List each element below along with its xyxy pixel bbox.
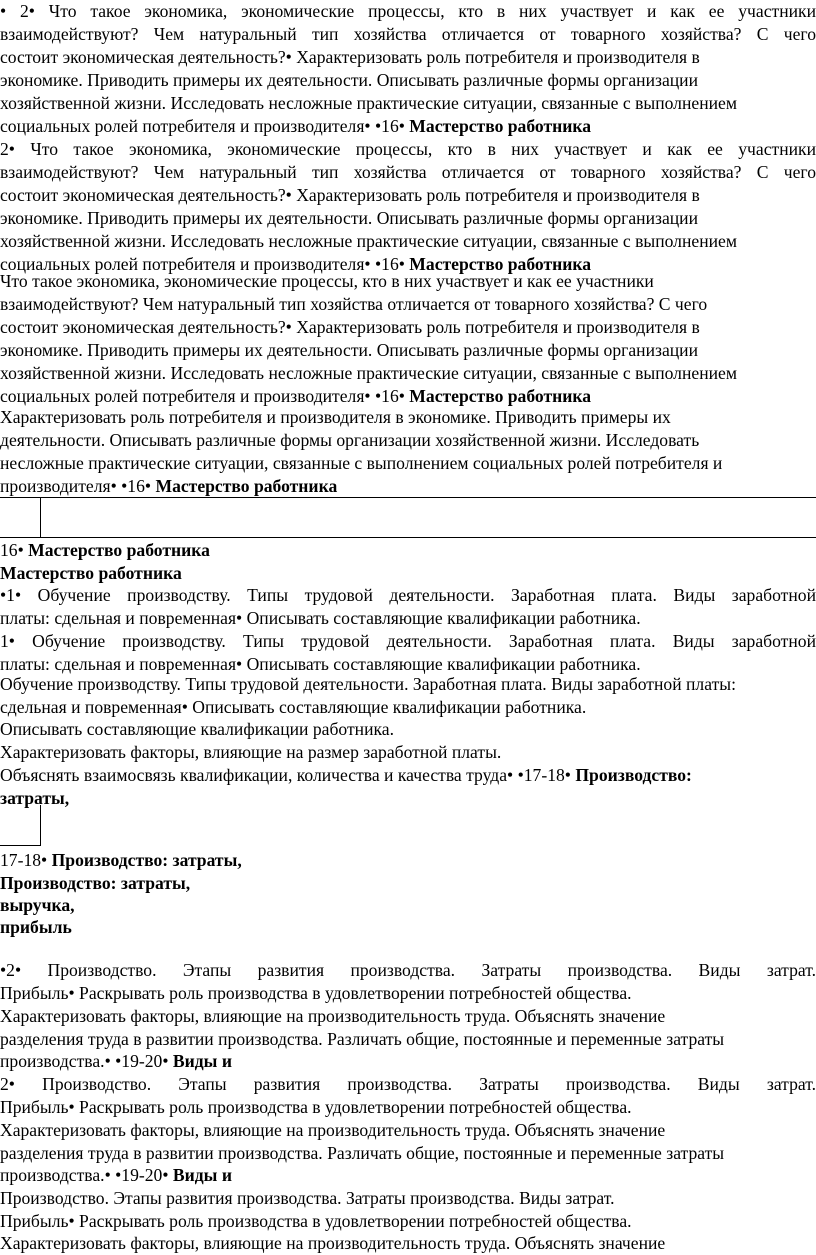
text-line: хозяйственной жизни. Исследовать несложные практические ситуации, связанные с выполнением (0, 93, 737, 113)
text-line: затраты, (0, 788, 70, 808)
text-line: состоит экономическая деятельность?• Характеризовать роль потребителя и производителя в (0, 185, 700, 205)
text-line: производства.• •19-20• Виды и (0, 1165, 232, 1185)
text-line: платы: сдельная и повременная• Описывать составляющие квалификации работника. (0, 608, 641, 628)
text-line: Прибыль• Раскрывать роль производства в удовлетворении потребностей общества. (0, 1097, 632, 1117)
text-line: •1• Обучение производству. Типы трудовой деятельности. Заработная плата. Виды заработной (0, 585, 816, 605)
text-line: состоит экономическая деятельность?• Характеризовать роль потребителя и производителя в (0, 47, 700, 67)
text-line: экономике. Приводить примеры их деятельности. Описывать различные формы организации (0, 340, 699, 360)
text-line: Что такое экономика, экономические процессы, кто в них участвует и как ее участники (0, 271, 654, 291)
text-line: платы: сдельная и повременная• Описывать составляющие квалификации работника. (0, 654, 641, 674)
text-line: сдельная и повременная• Описывать составляющие квалификации работника. (0, 697, 587, 717)
text-line: Характеризовать факторы, влияющие на размер заработной платы. (0, 742, 502, 762)
text-line: разделения труда в развитии производства. Различать общие, постоянные и переменные затраты (0, 1029, 725, 1049)
text-line: 16• Мастерство работника (0, 540, 210, 560)
text-line: Описывать составляющие квалификации работника. (0, 719, 394, 739)
text-line: выручка, (0, 895, 75, 915)
text-line: взаимодействуют? Чем натуральный тип хозяйства отличается от товарного хозяйства? С чего (0, 294, 708, 314)
text-line: Прибыль• Раскрывать роль производства в удовлетворении потребностей общества. (0, 983, 632, 1003)
text-line: социальных ролей потребителя и производителя• •16• Мастерство работника (0, 386, 592, 406)
text-line: производства.• •19-20• Виды и (0, 1051, 232, 1071)
text-line: • 2• Что такое экономика, экономические процессы, кто в них участвует и как ее участники (0, 1, 816, 21)
text-line: экономике. Приводить примеры их деятельности. Описывать различные формы организации (0, 208, 699, 228)
text-line: 17-18• Производство: затраты, (0, 850, 242, 870)
text-line: Мастерство работника (0, 563, 182, 583)
text-line: производителя• •16• Мастерство работника (0, 476, 338, 496)
text-line: хозяйственной жизни. Исследовать несложные практические ситуации, связанные с выполнением (0, 231, 737, 251)
table-cell (0, 497, 41, 538)
text-line: Характеризовать роль потребителя и производителя в экономике. Приводить примеры их (0, 407, 671, 427)
text-line: социальных ролей потребителя и производителя• •16• Мастерство работника (0, 254, 592, 274)
table-rule (0, 497, 816, 498)
text-line: взаимодействуют? Чем натуральный тип хозяйства отличается от товарного хозяйства? С чего (0, 162, 816, 182)
text-line: Характеризовать факторы, влияющие на производительность труда. Объяснять значение (0, 1233, 666, 1253)
text-line: 2• Производство. Этапы развития производства. Затраты производства. Виды затрат. (0, 1074, 816, 1094)
text-line: 2• Что такое экономика, экономические процессы, кто в них участвует и как ее участники (0, 139, 816, 159)
text-line: несложные практические ситуации, связанные с выполнением социальных ролей потребителя и (0, 453, 723, 473)
text-line: 1• Обучение производству. Типы трудовой деятельности. Заработная плата. Виды заработной (0, 631, 816, 651)
text-line: хозяйственной жизни. Исследовать несложные практические ситуации, связанные с выполнением (0, 363, 737, 383)
table-rule (0, 537, 816, 538)
text-line: Обучение производству. Типы трудовой деятельности. Заработная плата. Виды заработной платы: (0, 674, 736, 694)
text-line: •2• Производство. Этапы развития производства. Затраты производства. Виды затрат. (0, 960, 816, 980)
text-line: Производство: затраты, (0, 873, 191, 893)
text-line: состоит экономическая деятельность?• Характеризовать роль потребителя и производителя в (0, 317, 700, 337)
text-line: Объяснять взаимосвязь квалификации, количества и качества труда• •17-18• Производство: (0, 765, 692, 785)
text-line: экономике. Приводить примеры их деятельности. Описывать различные формы организации (0, 70, 699, 90)
text-line: разделения труда в развитии производства. Различать общие, постоянные и переменные затраты (0, 1143, 725, 1163)
text-line: прибыль (0, 917, 72, 937)
text-line: Производство. Этапы развития производства. Затраты производства. Виды затрат. (0, 1188, 615, 1208)
text-line: деятельности. Описывать различные формы организации хозяйственной жизни. Исследовать (0, 430, 700, 450)
text-line: социальных ролей потребителя и производителя• •16• Мастерство работника (0, 116, 592, 136)
text-line: взаимодействуют? Чем натуральный тип хозяйства отличается от товарного хозяйства? С чего (0, 24, 816, 44)
text-line: Характеризовать факторы, влияющие на производительность труда. Объяснять значение (0, 1120, 666, 1140)
text-line: Характеризовать факторы, влияющие на производительность труда. Объяснять значение (0, 1006, 666, 1026)
text-line: Прибыль• Раскрывать роль производства в удовлетворении потребностей общества. (0, 1211, 632, 1231)
table-cell (0, 805, 41, 846)
